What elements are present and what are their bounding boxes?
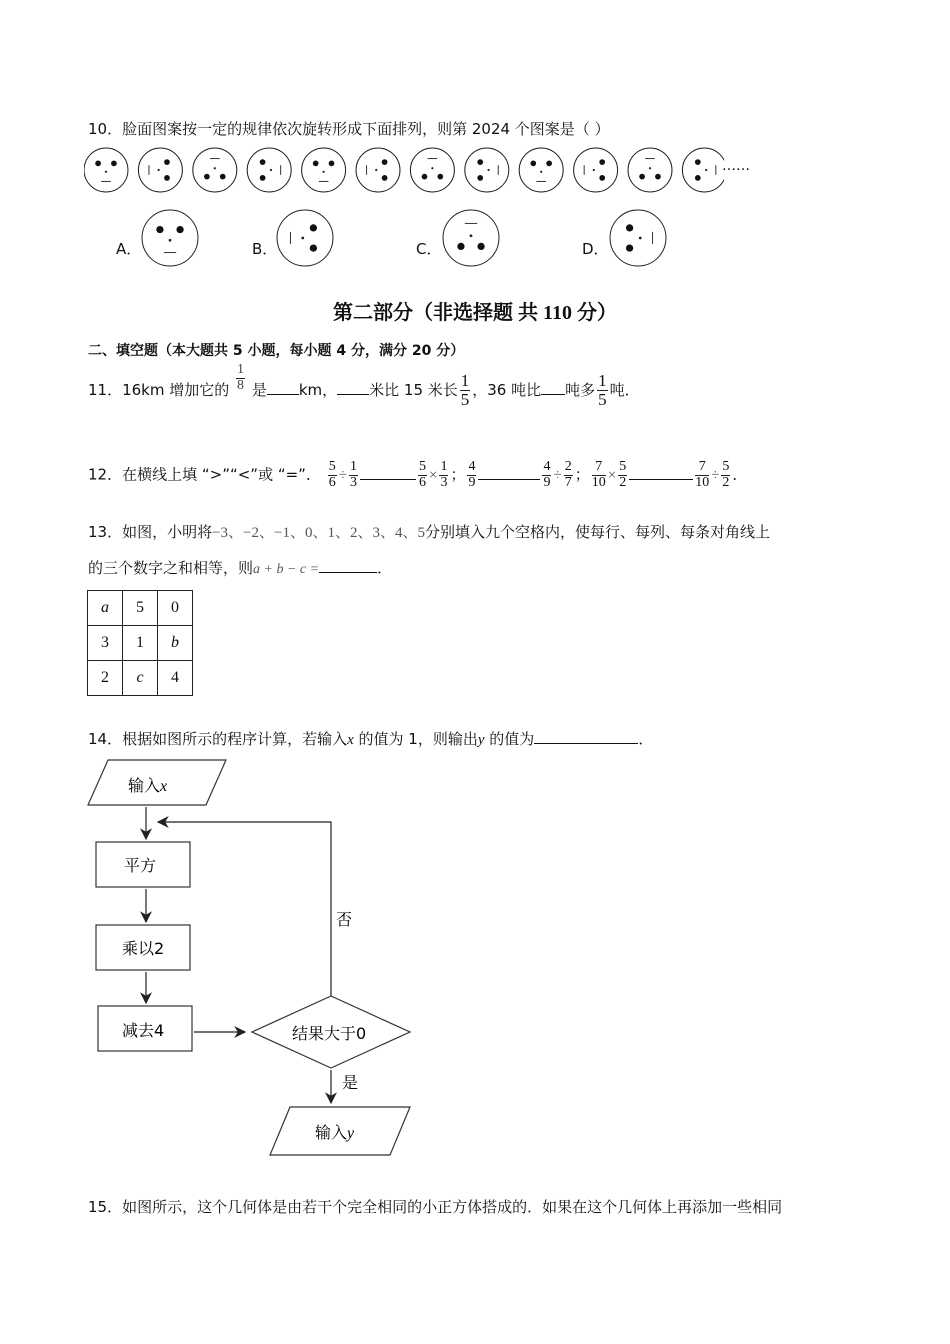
q12-blank-3[interactable] bbox=[629, 465, 693, 480]
eye-dot bbox=[260, 175, 266, 181]
nose-dot bbox=[270, 169, 272, 171]
eye-dot bbox=[457, 243, 464, 250]
q12-blank-2[interactable] bbox=[478, 465, 540, 480]
flowchart bbox=[80, 755, 420, 1165]
nose-dot bbox=[323, 171, 325, 173]
sequence-face bbox=[519, 148, 563, 192]
nose-dot bbox=[105, 171, 107, 173]
nose-dot bbox=[649, 167, 651, 169]
eye-dot bbox=[164, 175, 170, 181]
option-c-face bbox=[441, 208, 501, 268]
eye-dot bbox=[655, 174, 661, 180]
q11-blank-2[interactable] bbox=[337, 380, 369, 395]
q13-blank[interactable] bbox=[319, 558, 377, 573]
face-outline bbox=[138, 148, 182, 192]
eye-dot bbox=[310, 244, 317, 251]
fraction-one-fifth-b: $\frac{1}{5}$ bbox=[598, 371, 607, 409]
q12-blank-1[interactable] bbox=[360, 465, 416, 480]
q10-text: 10．脸面图案按一定的规律依次旋转形成下面排列，则第 2024 个图案是（ ） bbox=[88, 120, 610, 138]
nose-dot bbox=[487, 169, 489, 171]
face-sequence bbox=[84, 146, 724, 194]
face-outline bbox=[247, 148, 291, 192]
eye-dot bbox=[313, 161, 319, 167]
magic-square bbox=[87, 590, 193, 696]
face-outline bbox=[142, 210, 198, 266]
grid-cell: 2 bbox=[88, 661, 123, 696]
sequence-face bbox=[410, 148, 454, 192]
multiply-label: 乘以2 bbox=[122, 939, 165, 958]
sequence-face bbox=[193, 148, 237, 192]
face-outline bbox=[443, 210, 499, 266]
subtract-label: 减去4 bbox=[122, 1021, 165, 1040]
eye-dot bbox=[437, 174, 443, 180]
grid-cell: 0 bbox=[158, 591, 193, 626]
nose-dot bbox=[214, 167, 216, 169]
eye-dot bbox=[310, 224, 317, 231]
sequence-face bbox=[138, 148, 182, 192]
q11: 11．16km 增加它的 $\frac{1}{8}$ 是 km， 米比 15 米长 $\frac{1}{5}$ ，36 吨比 吨多 $\frac{1}{5}$ 吨． bbox=[88, 362, 640, 409]
decision-label: 结果大于0 bbox=[292, 1024, 367, 1043]
q14-blank[interactable] bbox=[534, 729, 638, 744]
nose-dot bbox=[169, 239, 172, 242]
eye-dot bbox=[599, 175, 605, 181]
face-outline bbox=[465, 148, 509, 192]
face-outline bbox=[410, 148, 454, 192]
face-outline bbox=[302, 148, 346, 192]
square-label: 平方 bbox=[124, 856, 157, 875]
fraction-one-eighth: $\frac{1}{8}$ bbox=[237, 362, 245, 393]
sequence-face bbox=[682, 148, 724, 192]
nose-dot bbox=[158, 169, 160, 171]
option-d-label: D． bbox=[582, 240, 609, 258]
sequence-ellipsis: …… bbox=[722, 158, 750, 174]
sequence-face bbox=[465, 148, 509, 192]
eye-dot bbox=[626, 224, 633, 231]
q13-line1: 13．如图，小明将−3、−2、−1、0、1、2、3、4、5分别填入九个空格内，使每行、每列、每条对角线上 bbox=[88, 523, 770, 541]
eye-dot bbox=[530, 161, 536, 167]
fraction-one-fifth-a: $\frac{1}{5}$ bbox=[460, 371, 470, 409]
grid-cell: 4 bbox=[158, 661, 193, 696]
section-heading: 二、填空题（本大题共 5 小题，每小题 4 分，满分 20 分） bbox=[88, 343, 465, 359]
face-outline bbox=[84, 148, 128, 192]
sequence-face bbox=[84, 148, 128, 192]
face-outline bbox=[628, 148, 672, 192]
grid-cell: 5 bbox=[123, 591, 158, 626]
eye-dot bbox=[695, 175, 701, 181]
face-outline bbox=[193, 148, 237, 192]
eye-dot bbox=[204, 174, 210, 180]
q12: 12．在横线上填 “>”“<”或 “=”． $\frac{5}{6}$ ÷ $\frac{1}{3}$ $\frac{5}{6}$ × $\frac{1}{3}$ ； $\frac{4}{9}$ $\frac{4}{9}$ ÷ $\frac{2}{7}$ ； $\frac{7}{10}$ × $\frac{5}{2}$ $\frac{7}{10}$ ÷ $\frac{5}{2}$ ． bbox=[88, 459, 748, 490]
eye-dot bbox=[382, 159, 388, 165]
eye-dot bbox=[477, 159, 483, 165]
no-label: 否 bbox=[336, 910, 353, 929]
grid-cell: c bbox=[123, 661, 158, 696]
q14-text: 14．根据如图所示的程序计算，若输入x 的值为 1，则输出y 的值为 ． bbox=[88, 730, 654, 748]
eye-dot bbox=[477, 175, 483, 181]
grid-cell: 1 bbox=[123, 626, 158, 661]
sequence-face bbox=[302, 148, 346, 192]
eye-dot bbox=[639, 174, 645, 180]
q13-line2: 的三个数字之和相等，则a + b − c = ． bbox=[88, 559, 393, 577]
eye-dot bbox=[382, 175, 388, 181]
nose-dot bbox=[705, 169, 707, 171]
nose-dot bbox=[540, 171, 542, 173]
option-a-label: A． bbox=[116, 240, 142, 258]
option-b-label: B． bbox=[252, 240, 278, 258]
section-title: 第二部分（非选择题 共 110 分） bbox=[333, 302, 617, 324]
option-a-face bbox=[140, 208, 200, 268]
q15-text: 15．如图所示，这个几何体是由若干个完全相同的小正方体搭成的．如果在这个几何体上再添加一些相同 bbox=[88, 1198, 783, 1216]
nose-dot bbox=[470, 234, 473, 237]
eye-dot bbox=[422, 174, 428, 180]
nose-dot bbox=[431, 167, 433, 169]
eye-dot bbox=[176, 226, 183, 233]
nose-dot bbox=[639, 237, 642, 240]
eye-dot bbox=[95, 161, 101, 167]
eye-dot bbox=[220, 174, 226, 180]
nose-dot bbox=[375, 169, 377, 171]
input-label: 输入x bbox=[128, 776, 168, 795]
sequence-face bbox=[628, 148, 672, 192]
eye-dot bbox=[156, 226, 163, 233]
eye-dot bbox=[546, 161, 552, 167]
face-outline bbox=[682, 148, 724, 192]
eye-dot bbox=[695, 159, 701, 165]
yes-label: 是 bbox=[342, 1073, 359, 1092]
face-outline bbox=[519, 148, 563, 192]
q11-blank-1[interactable] bbox=[267, 380, 299, 395]
nose-dot bbox=[593, 169, 595, 171]
face-outline bbox=[277, 210, 333, 266]
eye-dot bbox=[260, 159, 266, 165]
grid-cell: a bbox=[88, 591, 123, 626]
option-c-label: C． bbox=[416, 240, 442, 258]
eye-dot bbox=[111, 161, 117, 167]
nose-dot bbox=[301, 237, 304, 240]
q11-blank-3[interactable] bbox=[541, 380, 565, 395]
grid-cell: b bbox=[158, 626, 193, 661]
face-outline bbox=[610, 210, 666, 266]
eye-dot bbox=[599, 159, 605, 165]
eye-dot bbox=[164, 159, 170, 165]
option-d-face bbox=[608, 208, 668, 268]
sequence-face bbox=[247, 148, 291, 192]
output-label: 输入y bbox=[315, 1123, 355, 1142]
face-outline bbox=[574, 148, 618, 192]
option-b-face bbox=[275, 208, 335, 268]
eye-dot bbox=[329, 161, 335, 167]
sequence-face bbox=[356, 148, 400, 192]
face-outline bbox=[356, 148, 400, 192]
eye-dot bbox=[477, 243, 484, 250]
eye-dot bbox=[626, 244, 633, 251]
grid-cell: 3 bbox=[88, 626, 123, 661]
sequence-face bbox=[574, 148, 618, 192]
